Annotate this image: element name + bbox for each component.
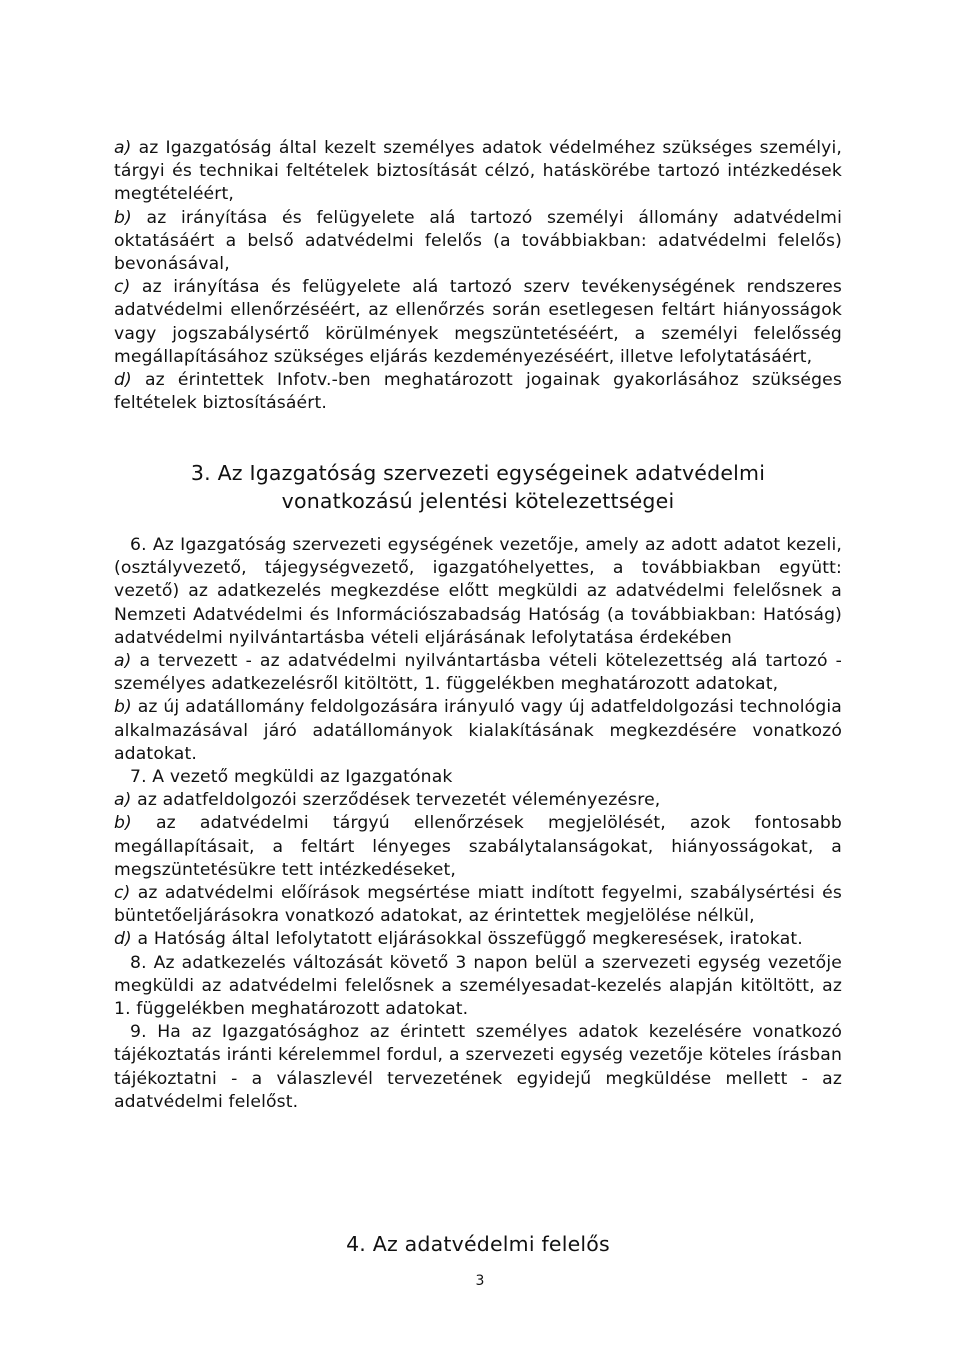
- paragraph-7-item-b: [114, 812, 842, 882]
- paragraph-8: 8. Az adatkezelés változását követő 3 napon belül a szervezeti egység vezetője megküldi az adatvédelmi felelősnek a személyesadat-kezelés alapján kitöltött, az 1. függelékben meghatározott adatokat.: [114, 952, 842, 1020]
- item-label: c): [114, 277, 131, 298]
- item-label: b): [114, 697, 132, 718]
- item-text: az Igazgatóság által kezelt személyes adatok védelméhez szükséges személyi, tárgyi és technikai feltételek biztosítását célzó, hatáskörébe tartozó intézkedések megtételéért,: [114, 138, 842, 205]
- paragraph-6-item-a: [114, 650, 842, 696]
- list-item-d: [114, 369, 842, 415]
- heading-line-2: vonatkozású jelentési kötelezettségei: [281, 489, 675, 513]
- paragraph-7-item-d: [114, 928, 842, 951]
- item-label: b): [114, 207, 132, 228]
- item-text: az érintettek Infotv.-ben meghatározott jogainak gyakorlásához szükséges feltételek biztosításáért.: [114, 370, 842, 414]
- item-text: az irányítása és felügyelete alá tartozó szerv tevékenységének rendszeres adatvédelmi ellenőrzéséért, az ellenőrzés során esetlegesen feltárt hiányosságok vagy jogszabálysértő körülmények megszüntetéséért, a személyi felelősség megállapításához szükséges eljárás kezdeményezéséért, illetve lefolytatásáért,: [114, 277, 842, 367]
- item-text: a tervezett - az adatvédelmi nyilvántartásba vételi kötelezettség alá tartozó - személyes adatkezelésről kitöltött, 1. függelékben meghatározott adatokat,: [114, 651, 842, 695]
- item-label: c): [114, 883, 131, 904]
- heading-line-1: 3. Az Igazgatóság szervezeti egységeinek adatvédelmi: [190, 461, 766, 485]
- paragraph-7-item-c: [114, 882, 842, 928]
- paragraph-6-item-b: [114, 696, 842, 766]
- item-label: d): [114, 370, 132, 391]
- item-text: az új adatállomány feldolgozására irányuló vagy új adatfeldolgozási technológia alkalmazásával járó adatállományok kialakításának megkezdésére vonatkozó adatokat.: [114, 697, 842, 764]
- paragraph-9: 9. Ha az Igazgatósághoz az érintett személyes adatok kezelésére vonatkozó tájékoztatás iránti kérelemmel fordul, a szervezeti egység vezetője köteles írásban tájékoztatni - a válaszlevél tervezetének egyidejű megküldése mellett - az adatvédelmi felelőst.: [114, 1022, 842, 1112]
- list-item-b: [114, 207, 842, 277]
- item-text: a Hatóság által lefolytatott eljárásokkal összefüggő megkeresések, iratokat.: [137, 929, 803, 950]
- section-heading-4: 4. Az adatvédelmi felelős: [346, 1232, 610, 1256]
- item-text: az irányítása és felügyelete alá tartozó személyi állomány adatvédelmi oktatásáért a belső adatvédelmi felelős (a továbbiakban: adatvédelmi felelős) bevonásával,: [114, 207, 842, 275]
- page-number: 3: [475, 1273, 485, 1289]
- item-text: az adatfeldolgozói szerződések tervezetét véleményezésre,: [137, 790, 661, 811]
- list-item-a: [114, 137, 842, 207]
- item-label: a): [114, 790, 132, 811]
- list-item-c: [114, 276, 842, 369]
- paragraph-7: 7. A vezető megküldi az Igazgatónak: [130, 767, 453, 788]
- responsibilities-list: [114, 137, 842, 415]
- reporting-obligations: [114, 534, 842, 1114]
- paragraph-7-item-a: [114, 789, 842, 812]
- item-label: b): [114, 813, 132, 834]
- item-text: az adatvédelmi előírások megsértése miatt indított fegyelmi, szabálysértési és büntetőeljárásokra vonatkozó adatokat, az érintettek megjelölése nélkül,: [114, 883, 842, 927]
- item-label: a): [114, 138, 132, 158]
- item-text: az adatvédelmi tárgyú ellenőrzések megjelölését, azok fontosabb megállapításait, a feltárt lényeges szabálytalanságokat, hiányosságokat, a megszüntetésükre tett intézkedéseket,: [114, 813, 842, 880]
- section-heading-3: [114, 459, 842, 515]
- item-label: d): [114, 929, 132, 950]
- paragraph-6: 6. Az Igazgatóság szervezeti egységének vezetője, amely az adott adatot kezeli, (osztályvezető, tájegységvezető, igazgatóhelyettes, a továbbiakban együtt: vezető) az adatkezelés megkezdése előtt megküldi az adatvédelmi felelősnek a Nemzeti Adatvédelmi és Információszabadság Hatóság (a továbbiakban: Hatóság) adatvédelmi nyilvántartásba vételi eljárásának lefolytatása érdekében: [114, 535, 842, 648]
- item-label: a): [114, 651, 132, 672]
